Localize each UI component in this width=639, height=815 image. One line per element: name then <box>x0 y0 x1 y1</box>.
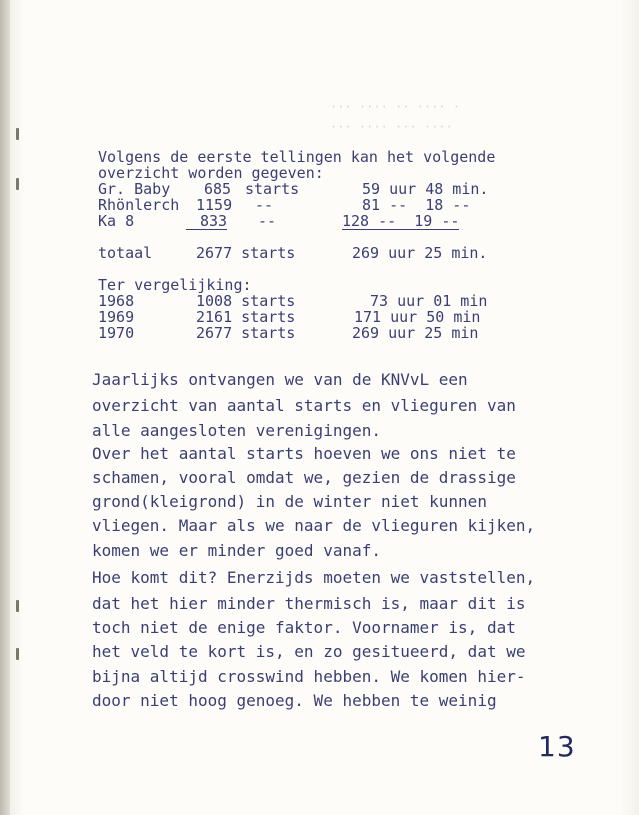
paragraph-line: schamen, vooral omdat we, gezien de drassige <box>92 468 516 487</box>
paragraph-line: Hoe komt dit? Enerzijds moeten we vaststellen, <box>92 568 536 587</box>
paragraph-line: vliegen. Maar als we naar de vlieguren kijken, <box>92 516 536 535</box>
paragraph-line: toch niet de enige faktor. Voornamer is, dat <box>92 618 516 637</box>
year: 1968 <box>98 292 135 310</box>
comparison-row <box>0 324 479 342</box>
comparison-row <box>0 308 481 326</box>
starts-unit: -- <box>258 212 277 230</box>
page-number: 13 <box>538 730 576 763</box>
year-time: 171 uur 50 min <box>354 308 481 326</box>
paragraph-line: Jaarlijks ontvangen we van de KNVvL een <box>92 370 468 389</box>
intro-line: Volgens de eerste tellingen kan het volgende <box>98 148 496 166</box>
count-row <box>0 212 460 230</box>
year: 1969 <box>98 308 135 326</box>
year-starts: 2677 starts <box>196 324 296 342</box>
binding-hole <box>16 128 19 140</box>
count-row <box>0 180 489 198</box>
paragraph-line: dat het hier minder thermisch is, maar dit is <box>92 594 526 613</box>
paragraph-line: bijna altijd crosswind hebben. We komen hier- <box>92 667 526 686</box>
comparison-title: Ter vergelijking: <box>98 276 252 294</box>
paragraph-line: overzicht van aantal starts en vlieguren van <box>92 396 516 415</box>
paragraph-line: Over het aantal starts hoeven we ons niet te <box>92 444 516 463</box>
year: 1970 <box>98 324 135 342</box>
year-starts: 2161 starts <box>196 308 296 326</box>
starts-unit: -- <box>255 196 274 214</box>
starts-value: 685 <box>204 180 232 198</box>
flight-time: 81 -- 18 -- <box>362 196 471 214</box>
year-time: 269 uur 25 min <box>352 324 479 342</box>
count-row <box>0 196 471 214</box>
intro-line: overzicht worden gegeven: <box>98 164 324 182</box>
paragraph-line: het veld te kort is, en zo gesitueerd, dat we <box>92 642 526 661</box>
starts-value: 833 <box>186 214 227 230</box>
flight-time: 128 -- 19 -- <box>342 212 460 230</box>
starts-value: 1159 <box>196 196 233 214</box>
total-time: 269 uur 25 min. <box>352 244 488 262</box>
year-starts: 1008 starts <box>196 292 296 310</box>
starts-unit: starts <box>245 180 300 198</box>
flight-time: 59 uur 48 min. <box>362 180 489 198</box>
year-time: 73 uur 01 min <box>370 292 488 310</box>
binding-edge <box>0 0 10 815</box>
paragraph-line: komen we er minder goed vanaf. <box>92 541 381 560</box>
glider-name: Ka 8 <box>98 212 135 230</box>
binding-hole <box>16 600 19 612</box>
paragraph-line: grond(kleigrond) in de winter niet kunnen <box>92 492 487 511</box>
paragraph-line: door niet hoog genoeg. We hebben te weinig <box>92 691 497 710</box>
glider-name: Gr. Baby <box>98 180 171 198</box>
bleed-through: ··· ···· ·· ···· · <box>330 100 461 114</box>
total-row <box>0 244 488 262</box>
glider-name: Rhönlerch <box>98 196 180 214</box>
paragraph-line: alle aangesloten verenigingen. <box>92 421 381 440</box>
bleed-through: ··· ···· ··· ···· <box>330 120 453 134</box>
binding-hole <box>16 648 19 660</box>
comparison-row <box>0 292 488 310</box>
total-label: totaal <box>98 244 153 262</box>
total-starts: 2677 starts <box>196 244 296 262</box>
